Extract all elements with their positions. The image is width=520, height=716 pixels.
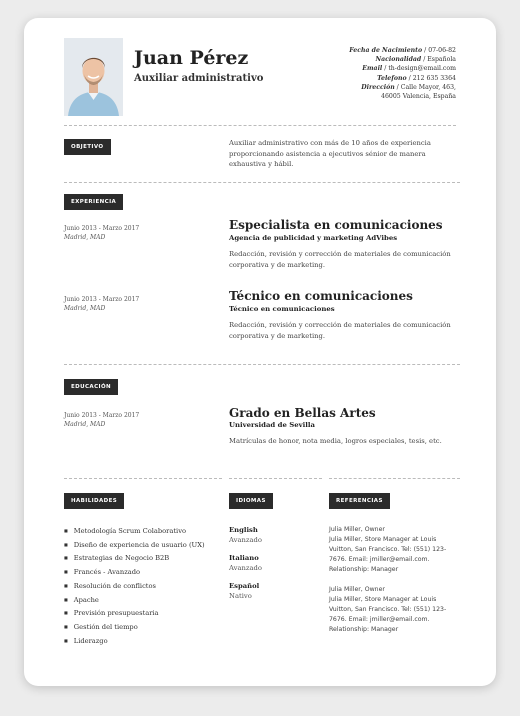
language-item: Italiano Avanzado [229,554,262,572]
list-item: ■ Estrategias de Negocio B2B [64,552,205,566]
experience-description: Redacción, revisión y corrección de materiales de comunicación corporativa y de marketing. [229,250,451,269]
experience-title: Técnico en comunicaciones [229,289,413,303]
divider [229,478,322,479]
contact-email[interactable]: Email / th-design@email.com [362,65,456,73]
languages-list [229,525,262,601]
reference-item: Julia Miller, Owner Julia Miller, Store Manager at Louis Vuitton, San Francisco. Tel: (551) 123-7676. Email: jmiller@email.com. Relationship: Manager [329,526,447,573]
experience-dates: Junio 2013 - Marzo 2017 Madrid, MAD [64,296,140,312]
experiencia-heading: EXPERIENCIA [64,194,123,210]
experience-dates: Junio 2013 - Marzo 2017 Madrid, MAD [64,225,140,241]
list-item: ■ Liderazgo [64,635,205,649]
list-item: ■ Apache [64,594,205,608]
educacion-heading: EDUCACIÓN [64,379,118,395]
objetivo-heading: OBJETIVO [64,139,111,155]
habilidades-heading: HABILIDADES [64,493,124,509]
education-dates: Junio 2013 - Marzo 2017 Madrid, MAD [64,412,140,428]
experience-title: Especialista en comunicaciones [229,218,443,232]
skills-list [64,525,205,648]
language-item: Español Nativo [229,582,260,600]
divider [64,364,460,365]
experience-description: Redacción, revisión y corrección de materiales de comunicación corporativa y de marketing. [229,321,451,340]
divider [329,478,460,479]
experience-company: Agencia de publicidad y marketing AdVibes [229,234,398,242]
candidate-title: Auxiliar administrativo [134,73,264,84]
list-item: ■ Diseño de experiencia de usuario (UX) [64,539,205,553]
reference-item: Julia Miller, Owner Julia Miller, Store Manager at Louis Vuitton, San Francisco. Tel: (551) 123-7676. Email: jmiller@email.com. Relationship: Manager [329,586,447,633]
resume-page [24,18,496,686]
list-item: ■ Francés - Avanzado [64,566,205,580]
list-item: ■ Resolución de conflictos [64,580,205,594]
referencias-heading: REFERENCIAS [329,493,390,509]
profile-photo [64,38,123,116]
education-title: Grado en Bellas Artes [229,406,376,420]
contact-address: Dirección / Calle Mayor, 463, [361,83,456,91]
contact-phone: Telefono / 212 635 3364 [377,74,456,82]
divider [64,478,222,479]
contact-block [349,46,456,101]
person-photo-icon [64,38,123,116]
candidate-name: Juan Pérez [134,47,249,69]
divider [64,125,456,126]
education-school: Universidad de Sevilla [229,421,315,429]
list-item: ■ Gestión del tiempo [64,621,205,635]
experience-company: Técnico en comunicaciones [229,305,335,313]
objetivo-text: Auxiliar administrativo con más de 10 años de experiencia proporcionando asistencia a ejecutivos sénior de manera exhaustiva y hábil. [229,139,431,169]
contact-address-line2: 46005 Valencia, España [381,93,456,101]
idiomas-heading: IDIOMAS [229,493,273,509]
language-item: English Avanzado [229,526,262,544]
list-item: ■ Metodología Scrum Colaborativo [64,525,205,539]
list-item: ■ Previsión presupuestaria [64,607,205,621]
education-description: Matrículas de honor, nota media, logros especiales, tesis, etc. [229,437,442,445]
contact-birthdate: Fecha de Nacimiento / 07-06-82 [349,47,456,54]
divider [64,182,460,183]
contact-nationality: Nacionalidad / Española [375,56,456,64]
